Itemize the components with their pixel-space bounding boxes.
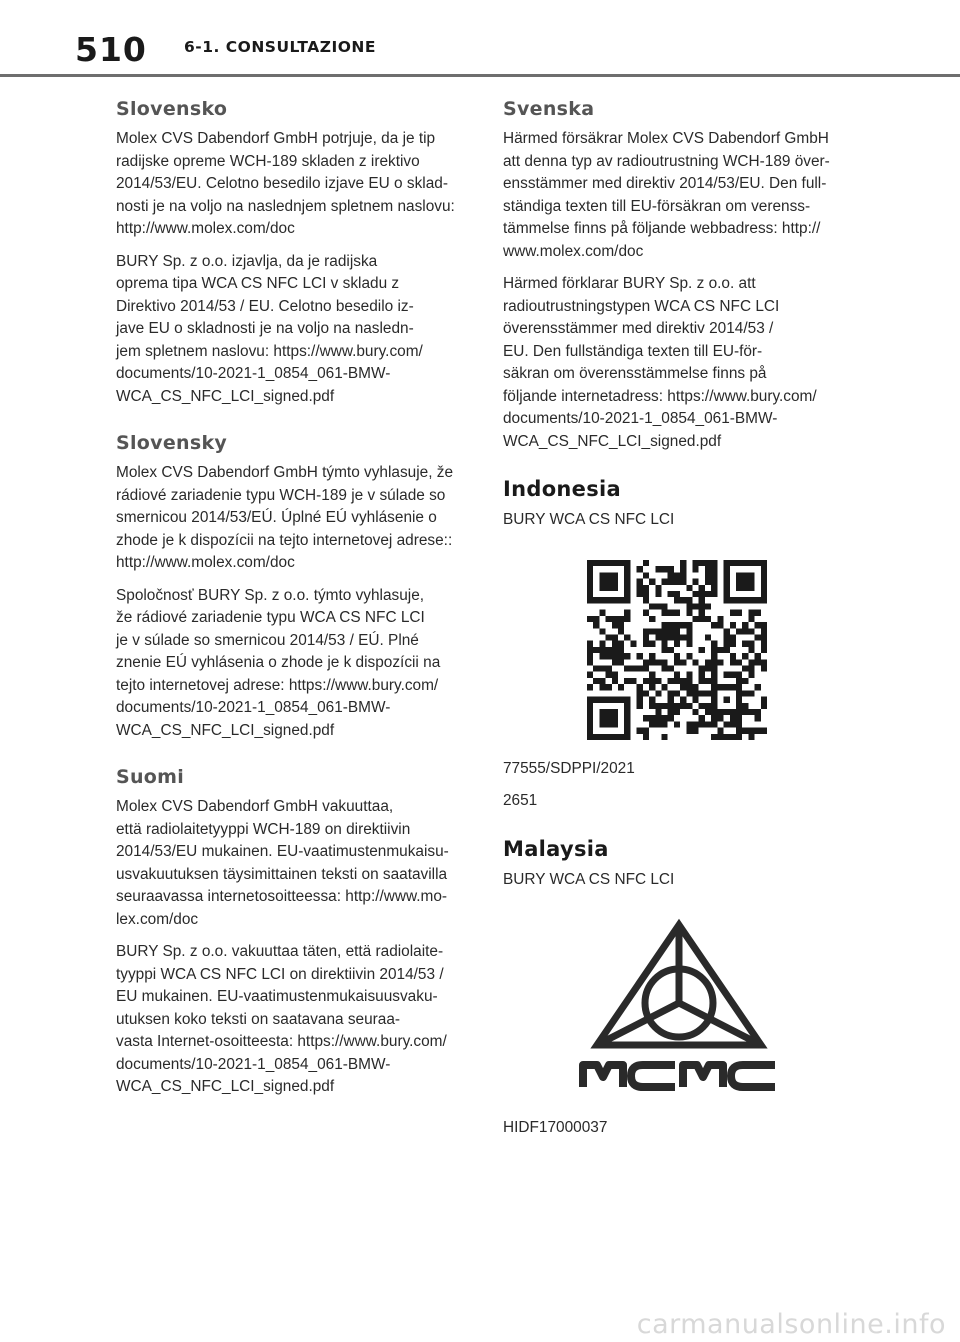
section-suomi	[116, 766, 466, 1099]
section-slovensky	[116, 432, 466, 742]
malaysia-device: BURY WCA CS NFC LCI	[503, 870, 675, 888]
heading-indonesia: Indonesia	[503, 477, 621, 501]
slovensky-molex-text: Molex CVS Dabendorf GmbH týmto vyhlasuje, že rádiové zariadenie typu WCH-189 je v súlade so smernicou 2014/53/EÚ. Úplné EÚ vyhlásenie o zhode je k dispozícii na tejto internetovej adrese:: http://www.molex.com/doc	[116, 464, 454, 571]
indonesia-cert-number: 77555/SDPPI/2021	[503, 759, 635, 777]
indonesia-code: 2651	[503, 792, 538, 809]
section-title: 6-1. CONSULTAZIONE	[184, 38, 376, 56]
page-number: 510	[75, 30, 147, 69]
svenska-bury-text: Härmed förklarar BURY Sp. z o.o. att radioutrustningstypen WCA CS NFC LCI överensstämmer med direktiv 2014/53 / EU. Den fullständiga texten till EU-för- säkran om överensstämmelse finns på följande internetadress: https://www.bury.com/ documents/10-2021-1_0854_061-BMW- WCA_CS_NFC_LCI_signed.pdf	[503, 275, 817, 450]
right-column	[503, 98, 848, 1150]
heading-slovensky: Slovensky	[116, 432, 228, 454]
svenska-molex-text: Härmed försäkrar Molex CVS Dabendorf GmbH att denna typ av radioutrustning WCH-189 över- ensstämmer med direktiv 2014/53/EU. Den full- ständiga texten till EU-försäkran om verenss- tämmelse finns på följande webbadress: http:// www.molex.com/doc	[503, 130, 830, 260]
header-divider	[0, 74, 960, 77]
indonesia-device: BURY WCA CS NFC LCI	[503, 511, 675, 528]
suomi-molex-text: Molex CVS Dabendorf GmbH vakuuttaa, että radiolaitetyyppi WCH-189 on direktiivin 2014/53/EU mukainen. EU-vaatimustenmukaisu- usvakuutuksen täysimittainen teksti on saatavilla seuraavassa internetosoitteessa: http://www.mo- lex.com/doc	[116, 798, 449, 928]
slovensky-bury-text: Spoločnosť BURY Sp. z o.o. týmto vyhlasuje, že rádiové zariadenie typu WCA CS NFC LCI je v súlade so smernicou 2014/53 / EÚ. Plné znenie EÚ vyhlásenia o zhode je k dispozícii na tejto internetovej adrese: https://www.bury.com/ documents/10-2021-1_0854_061-BMW- WCA_CS_NFC_LCI_signed.pdf	[116, 586, 441, 739]
page-header	[0, 0, 960, 80]
heading-suomi: Suomi	[116, 766, 185, 788]
qr-code-icon	[587, 560, 767, 740]
section-slovensko	[116, 98, 466, 408]
mcmc-logo-icon	[579, 917, 779, 1097]
section-svenska	[503, 98, 848, 453]
slovensko-bury-text: BURY Sp. z o.o. izjavlja, da je radijska oprema tipa WCA CS NFC LCI v skladu z Direktivo 2014/53 / EU. Celotno besedilo iz- jave EU o skladnosti je na voljo na nasledn- jem spletnem naslovu: https://www.bury.com/ documents/10-2021-1_0854_061-BMW- WCA_CS_NFC_LCI_signed.pdf	[116, 252, 423, 405]
left-column	[116, 98, 466, 1109]
section-indonesia	[503, 477, 848, 813]
watermark: carmanualsonline.info	[636, 1309, 946, 1340]
section-malaysia	[503, 837, 848, 1140]
heading-slovensko: Slovensko	[116, 98, 228, 120]
malaysia-cert-id: HIDF17000037	[503, 1119, 608, 1136]
heading-svenska: Svenska	[503, 98, 595, 120]
heading-malaysia: Malaysia	[503, 836, 609, 861]
slovensko-molex-text: Molex CVS Dabendorf GmbH potrjuje, da je tip radijske opreme WCH-189 skladen z irektivo 2014/53/EU. Celotno besedilo izjave EU o sklad- nosti je na voljo na naslednjem spletnem naslovu: http://www.molex.com/doc	[116, 130, 455, 237]
suomi-bury-text: BURY Sp. z o.o. vakuuttaa täten, että radiolaite- tyyppi WCA CS NFC LCI on direktiivin 2014/53 / EU mukainen. EU-vaatimustenmukaisuusvaku- utuksen koko teksti on saatavana seuraa- vasta Internet-osoitteesta: https://www.bury.com/ documents/10-2021-1_0854_061-BMW- WCA_CS_NFC_LCI_signed.pdf	[116, 943, 447, 1095]
